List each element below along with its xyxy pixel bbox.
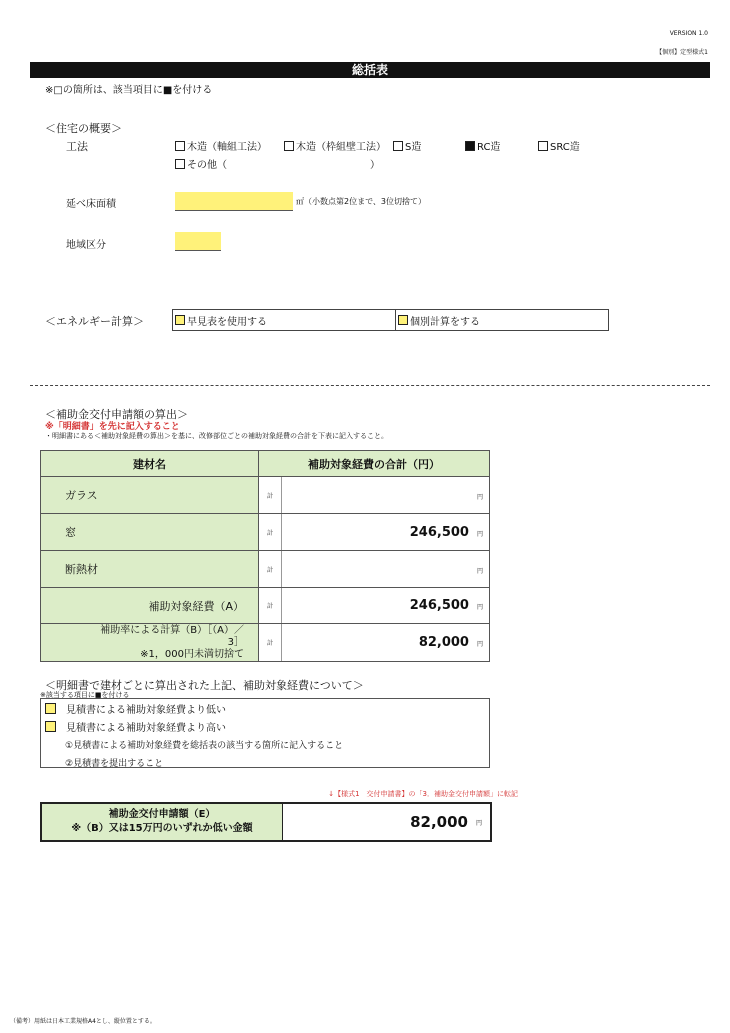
kei-label: 計: [259, 477, 282, 514]
section-divider: [30, 385, 710, 386]
table-row: [41, 477, 490, 514]
amount-cell[interactable]: 円: [282, 551, 490, 588]
estimate-box: [40, 698, 490, 768]
floor-area-unit: ㎡（小数点第2位まで、3位切捨て）: [296, 197, 427, 206]
rate-amount: 82,000 円: [282, 624, 490, 662]
energy-options-box: [172, 309, 609, 331]
energy-option-quick-table[interactable]: 早見表を使用する: [173, 310, 396, 330]
energy-option-individual[interactable]: 個別計算をする: [396, 310, 608, 330]
method-option-rc[interactable]: RC造: [465, 138, 500, 153]
amount-cell[interactable]: 円: [282, 477, 490, 514]
other-close-paren: ）: [370, 160, 380, 171]
house-section-title: ＜住宅の概要＞: [45, 122, 122, 135]
material-name: 窓: [41, 514, 259, 551]
floor-area-input[interactable]: [175, 192, 293, 211]
method-option-steel[interactable]: S造: [393, 138, 421, 153]
table-header-row: [41, 451, 490, 477]
checkbox-icon[interactable]: [284, 141, 294, 151]
checkbox-icon[interactable]: [393, 141, 403, 151]
final-amount: 82,000 円: [410, 813, 482, 831]
estimate-sub1: ①見積書による補助対象経費を総括表の該当する箇所に記入すること: [65, 740, 344, 751]
subsidy-section-title: ＜補助金交付申請額の算出＞: [45, 408, 188, 421]
method-option-wood-frame[interactable]: 木造（軸組工法）: [175, 138, 267, 153]
col-header-cost-total: 補助対象経費の合計（円）: [259, 451, 490, 477]
page-title: 総括表: [351, 63, 388, 77]
subsidy-note: ・明細書にある＜補助対象経費の算出＞を基に、改修部位ごとの補助対象経費の合計を下表に記入すること。: [45, 432, 388, 440]
total-row: [41, 588, 490, 624]
checkbox-icon[interactable]: [175, 315, 185, 325]
estimate-note: ※該当する項目に■を付ける: [40, 691, 130, 699]
checkbox-icon[interactable]: [45, 703, 56, 714]
material-name: ガラス: [41, 477, 259, 514]
total-amount: 246,500 円: [282, 588, 490, 624]
checkbox-icon[interactable]: [175, 159, 185, 169]
checkbox-icon[interactable]: [45, 721, 56, 732]
kei-label: 計: [259, 588, 282, 624]
rate-row: [41, 624, 490, 662]
transfer-note: ↓【様式1 交付申請書】の「3．補助金交付申請額」に転記: [328, 790, 518, 798]
instruction-text: ※□の箇所は、該当項目に■を付ける: [45, 85, 213, 96]
rate-label: 補助率による計算（B）［（A）／ 3］ ※1，000円未満切捨て: [41, 624, 259, 662]
kei-label: 計: [259, 514, 282, 551]
footer-note: （備考）用紙は日本工業規格A4とし、縦位置とする。: [10, 1018, 156, 1025]
checkbox-icon[interactable]: [538, 141, 548, 151]
final-label: 補助金交付申請額（E） ※（B）又は15万円のいずれか低い金額: [42, 804, 283, 840]
region-input[interactable]: [175, 232, 221, 251]
final-amount-box: [40, 802, 492, 842]
method-label: 工法: [66, 140, 88, 153]
checkbox-icon[interactable]: [175, 141, 185, 151]
method-option-other[interactable]: その他（: [175, 156, 227, 171]
checkbox-icon[interactable]: [398, 315, 408, 325]
col-header-material: 建材名: [41, 451, 259, 477]
total-label: 補助対象経費（A）: [41, 588, 259, 624]
material-name: 断熱材: [41, 551, 259, 588]
version-label: VERSION 1.0: [669, 30, 708, 37]
estimate-sub2: ②見積書を提出すること: [65, 758, 164, 769]
subsidy-red-note: ※「明細書」を先に記入すること: [45, 422, 180, 432]
estimate-option-higher[interactable]: 見積書による補助対象経費より高い: [41, 717, 489, 735]
estimate-option-lower[interactable]: 見積書による補助対象経費より低い: [41, 699, 489, 717]
table-row: [41, 514, 490, 551]
checked-checkbox-icon[interactable]: [465, 141, 475, 151]
region-label: 地域区分: [66, 240, 106, 251]
estimate-section-title: ＜明細書で建材ごとに算出された上記、補助対象経費について＞: [45, 679, 364, 692]
subsidy-table: [40, 450, 490, 662]
title-bar: [30, 62, 710, 78]
form-id: 【個別】定型様式1: [656, 49, 708, 56]
method-option-wood-2x4[interactable]: 木造（枠組壁工法）: [284, 138, 386, 153]
energy-section-title: ＜エネルギー計算＞: [45, 315, 144, 328]
table-row: [41, 551, 490, 588]
method-option-src[interactable]: SRC造: [538, 138, 580, 153]
kei-label: 計: [259, 551, 282, 588]
amount-cell[interactable]: 246,500 円: [282, 514, 490, 551]
kei-label: 計: [259, 624, 282, 662]
floor-area-label: 延べ床面積: [66, 199, 116, 210]
